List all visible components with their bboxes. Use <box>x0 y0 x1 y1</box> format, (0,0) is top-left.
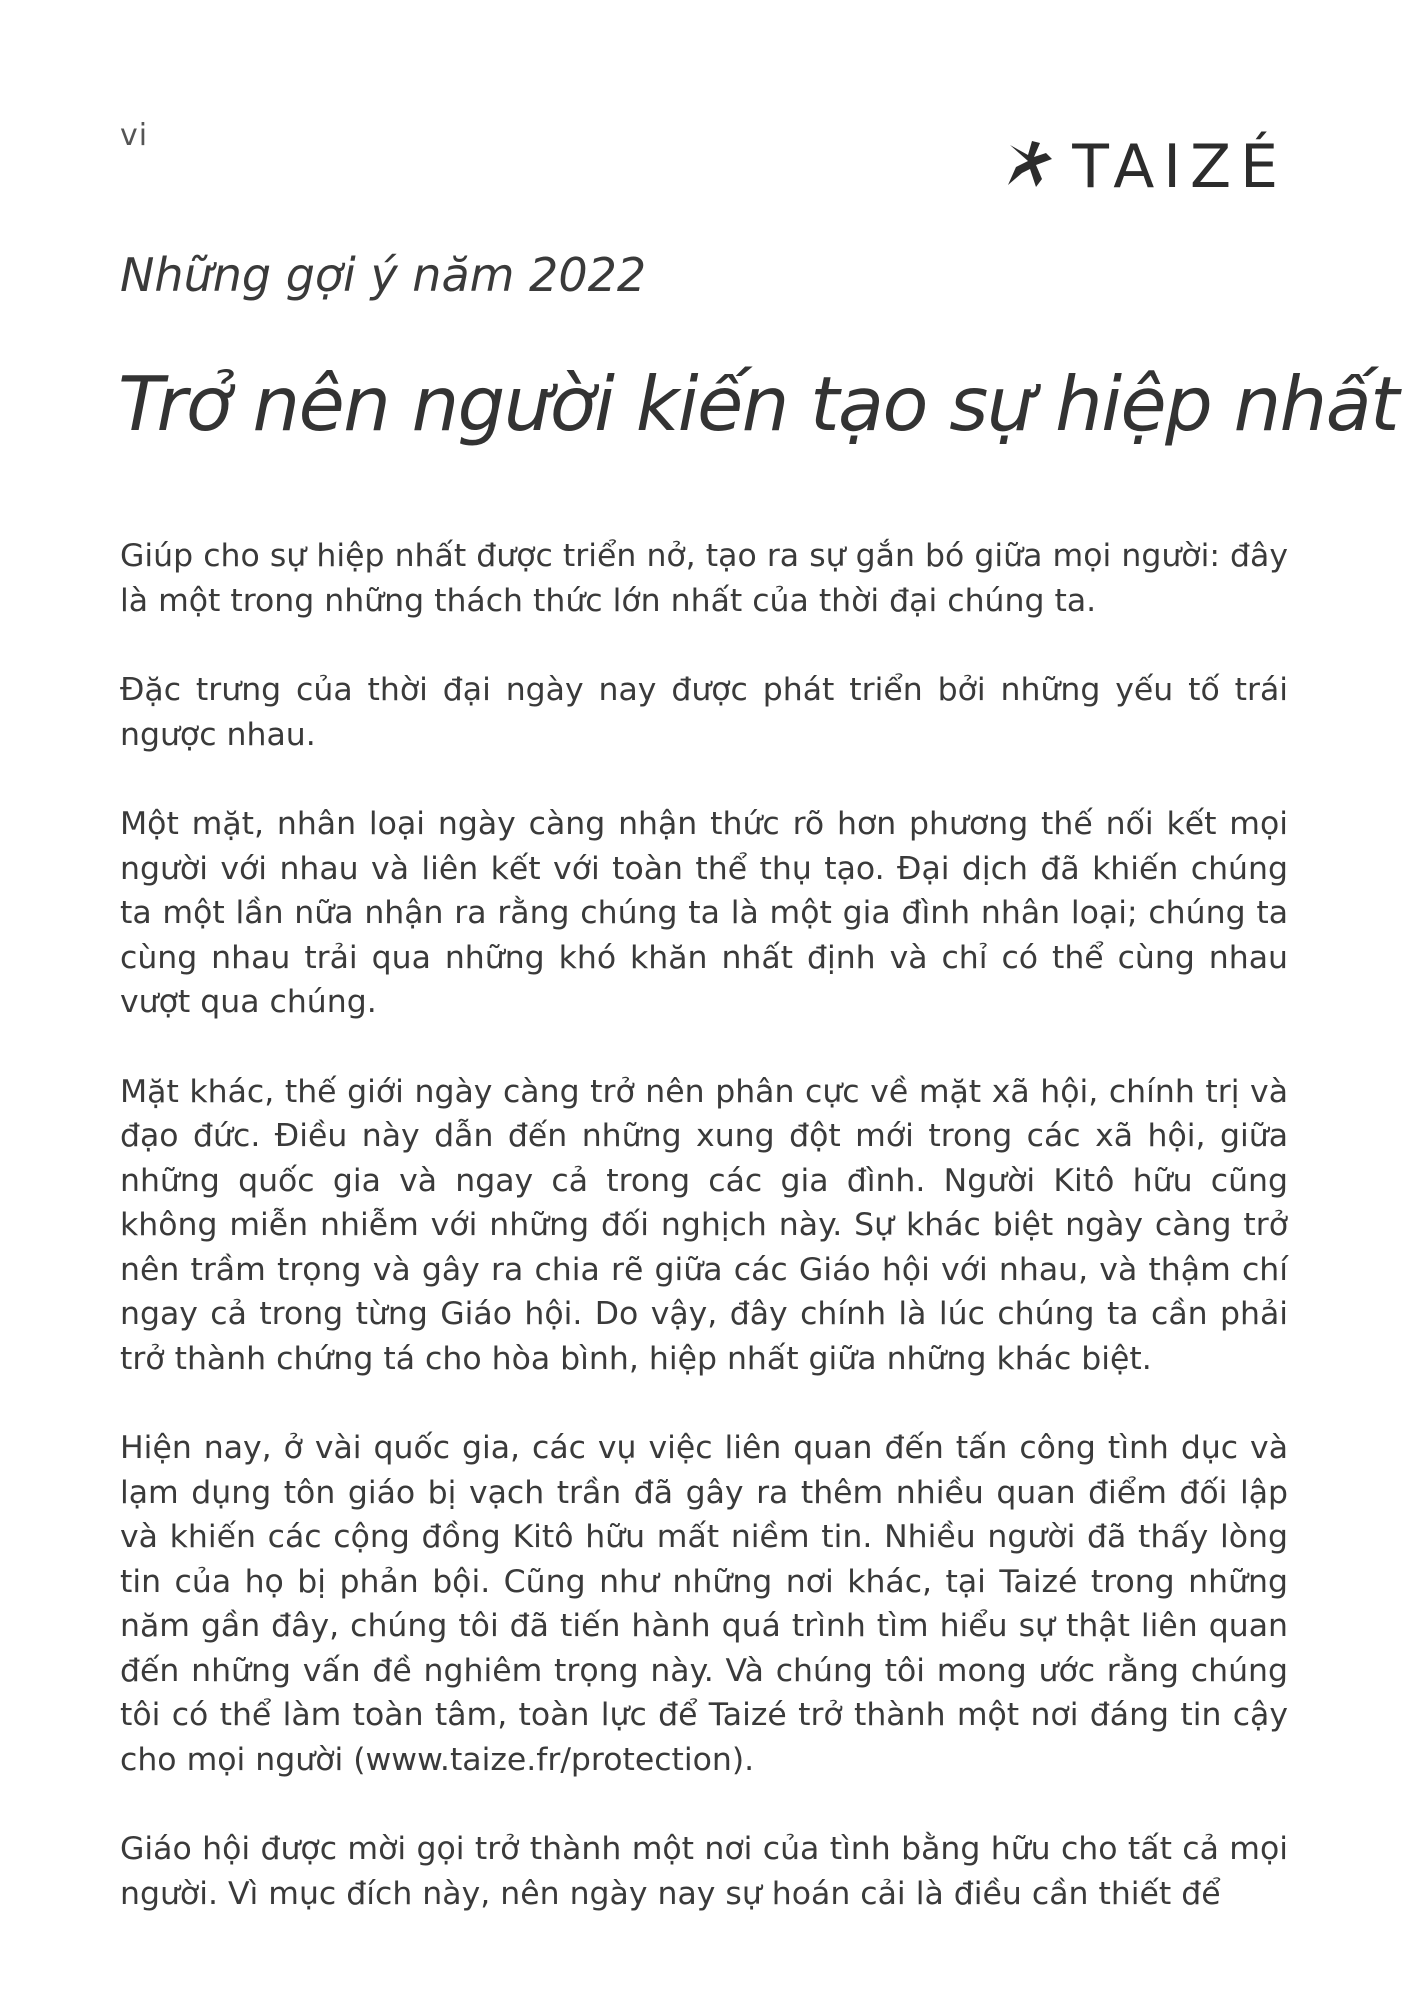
paragraph: Hiện nay, ở vài quốc gia, các vụ việc liên quan đến tấn công tình dục và lạm dụng tôn giáo bị vạch trần đã gây ra thêm nhiều quan điểm đối lập và khiến các cộng đồng Kitô hữu mất niềm tin. Nhiều người đã thấy lòng tin của họ bị phản bội. Cũng như những nơi khác, tại Taizé trong những năm gần đây, chúng tôi đã tiến hành quá trình tìm hiểu sự thật liên quan đến những vấn đề nghiêm trọng này. Và chúng tôi mong ước rằng chúng tôi có thể làm toàn tâm, toàn lực để Taizé trở thành một nơi đáng tin cậy cho mọi người (www.taize.fr/protection). <box>120 1430 1288 1778</box>
page-subtitle: Những gợi ý năm 2022 <box>120 248 647 302</box>
logo-wordmark: TAIZÉ <box>1072 132 1287 202</box>
taize-logo <box>1006 132 1287 202</box>
language-code: vi <box>120 118 149 153</box>
body-text <box>120 534 1288 1961</box>
taize-cross-dove-icon <box>1006 137 1056 197</box>
paragraph: Giáo hội được mời gọi trở thành một nơi của tình bằng hữu cho tất cả mọi người. Vì mục đích này, nên ngày nay sự hoán cải là điều cần thiết để <box>120 1831 1288 1912</box>
paragraph: Một mặt, nhân loại ngày càng nhận thức rõ hơn phương thế nối kết mọi người với nhau và liên kết với toàn thể thụ tạo. Đại dịch đã khiến chúng ta một lần nữa nhận ra rằng chúng ta là một gia đình nhân loại; chúng ta cùng nhau trải qua những khó khăn nhất định và chỉ có thể cùng nhau vượt qua chúng. <box>120 806 1288 1020</box>
paragraph: Giúp cho sự hiệp nhất được triển nở, tạo ra sự gắn bó giữa mọi người: đây là một trong những thách thức lớn nhất của thời đại chúng ta. <box>120 538 1288 619</box>
paragraph: Đặc trưng của thời đại ngày nay được phát triển bởi những yếu tố trái ngược nhau. <box>120 672 1288 753</box>
paragraph: Mặt khác, thế giới ngày càng trở nên phân cực về mặt xã hội, chính trị và đạo đức. Điều này dẫn đến những xung đột mới trong các xã hội, giữa những quốc gia và ngay cả trong các gia đình. Người Kitô hữu cũng không miễn nhiễm với những đối nghịch này. Sự khác biệt ngày càng trở nên trầm trọng và gây ra chia rẽ giữa các Giáo hội với nhau, và thậm chí ngay cả trong từng Giáo hội. Do vậy, đây chính là lúc chúng ta cần phải trở thành chứng tá cho hòa bình, hiệp nhất giữa những khác biệt. <box>120 1073 1288 1377</box>
page-title: Trở nên người kiến tạo sự hiệp nhất <box>118 360 1399 448</box>
